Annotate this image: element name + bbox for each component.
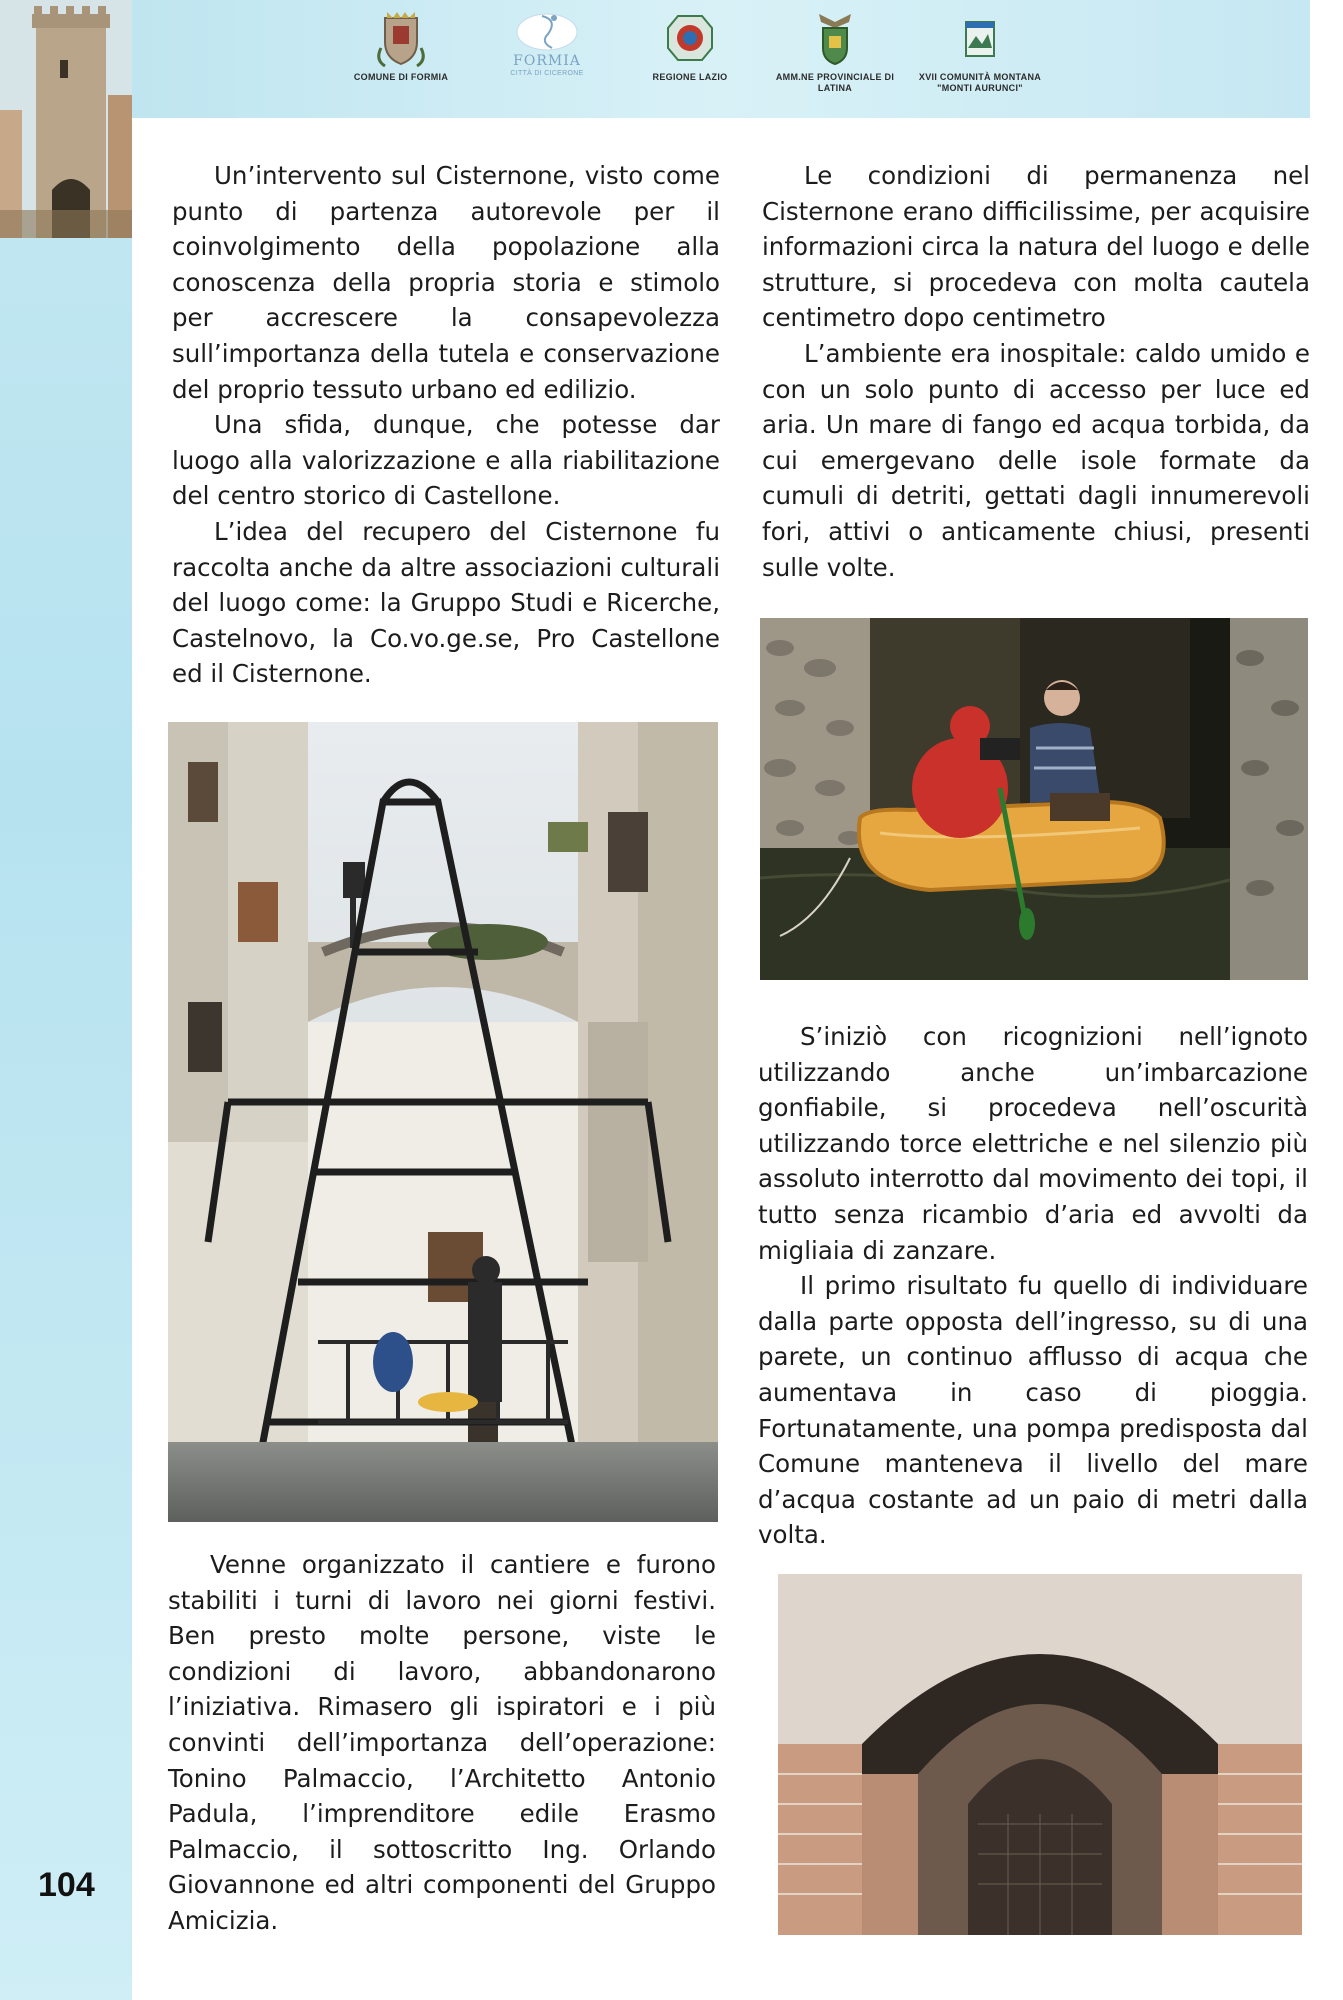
logo-label: AMM.NE PROVINCIALE DI LATINA: [775, 72, 895, 93]
paragraph: Le condizioni di permanenza nel Cisternone erano difficilissime, per acquisire informazioni circa la natura del luogo e delle strutture, si procedeva con molta cautela centimetro dopo centimetro: [762, 161, 1310, 333]
provincia-latina-logo-icon: [805, 8, 865, 68]
header-logos-band: [132, 0, 1310, 118]
left-column-top-text: [172, 158, 720, 692]
logo-label: COMUNE DI FORMIA: [353, 72, 449, 82]
coat-of-arms-icon: [371, 8, 431, 68]
page-number: 104: [38, 1866, 95, 1904]
paragraph: S’iniziò con ricognizioni nell’ignoto utilizzando anche un’imbarcazione gonfiabile, si procedeva nell’oscurità utilizzando torce elettriche e nel silenzio più assoluto interrotto dal movimento dei topi, il tutto senza ricambio d’aria ed avvolti da migliaia di zanzare.: [758, 1022, 1308, 1265]
paragraph: L’ambiente era inospitale: caldo umido e con un solo punto di accesso per luce ed aria. Un mare di fango ed acqua torbida, da cui emergevano delle isole formate da cumuli di detriti, gettati dagli innumerevoli fori, attivi o anticamente chiusi, presenti sulle volte.: [762, 338, 1310, 582]
paragraph: Il primo risultato fu quello di individuare dalla parte opposta dell’ingresso, su di una parete, un continuo afflusso di acqua che aumentava in caso di pioggia. Fortunatamente, una pompa predisposta dal Comune manteneva il livello del mare d’acqua costante ad un paio di metri dalla volta.: [758, 1271, 1308, 1550]
paragraph: Un’intervento sul Cisternone, visto come punto di partenza autorevole per il coinvolgimento della popolazione alla conoscenza della propria storia e stimolo per accrescere la consapevolezza sull’importanza della tutela e conservazione del proprio tessuto urbano ed edilizio.: [172, 161, 720, 404]
paragraph: L’idea del recupero del Cisternone fu raccolta anche da altre associazioni culturali del luogo come: la Gruppo Studi e Ricerche, Castelnovo, la Co.vo.ge.se, Pro Castellone ed il Cisternone.: [172, 516, 720, 689]
inflatable-boat-photo: [760, 618, 1308, 980]
comunita-montana-logo-icon: [950, 8, 1010, 68]
right-column-top-text: [762, 158, 1310, 585]
sidebar-strip: [0, 0, 132, 2000]
paragraph: Una sfida, dunque, che potesse dar luogo alla valorizzazione e alla riabilitazione del centro storico di Castellone.: [172, 410, 720, 511]
tower-photo: [0, 0, 132, 238]
logo-label: XVII COMUNITÀ MONTANA "MONTI AURUNCI": [918, 72, 1042, 93]
regione-lazio-logo-icon: [660, 8, 720, 68]
logo-label: FORMIA: [513, 53, 581, 69]
street-iron-frame-photo: [168, 722, 718, 1522]
logo-sublabel: CITTÀ DI CICERONE: [510, 70, 584, 77]
cistern-vault-photo: [778, 1574, 1302, 1935]
formia-logo-icon: [512, 8, 582, 54]
logo-comunita-montana: [865, 8, 1095, 94]
paragraph: Venne organizzato il cantiere e furono stabiliti i turni di lavoro nei giorni festivi. Ben presto molte persone, viste le condizioni di lavoro, abbandonarono l’iniziativa. Rimasero gli ispiratori e i più convinti dell’importanza dell’operazione: Tonino Palmaccio, l’Architetto Antonio Padula, l’imprenditore edile Erasmo Palmaccio, il sottoscritto Ing. Orlando Giovannone ed altri componenti del Gruppo Amicizia.: [168, 1550, 716, 1935]
right-column-bottom-text: [758, 1019, 1308, 1553]
logo-label: REGIONE LAZIO: [652, 72, 728, 82]
left-column-bottom-text: [168, 1547, 716, 1939]
